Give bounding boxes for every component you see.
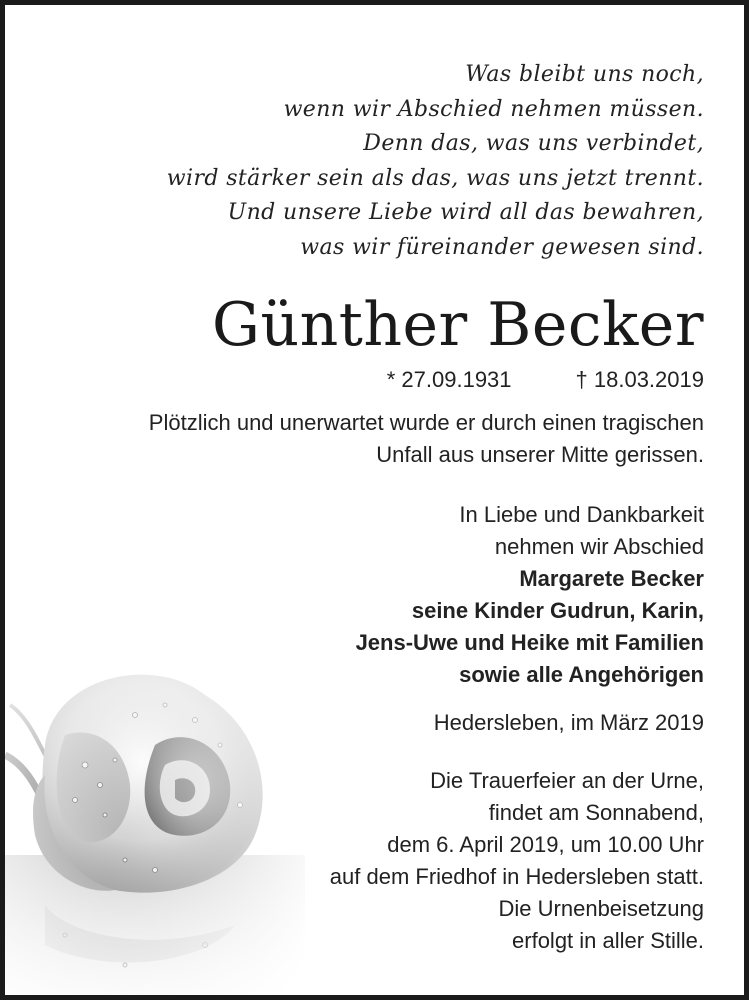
white-rose-image [5,635,305,995]
death-date: † 18.03.2019 [575,367,704,392]
mourner-line: Jens-Uwe und Heike mit Familien [355,630,704,655]
intro-line: Unfall aus unserer Mitte gerissen. [376,442,704,467]
farewell-line: nehmen wir Abschied [494,534,704,559]
poem-line: Denn das, was uns verbindet, [363,131,704,156]
poem-line: wird stärker sein als das, was uns jetzt trennt. [166,165,704,191]
service-line: erfolgt in aller Stille. [512,928,704,953]
intro-line: Plötzlich und unerwartet wurde er durch einen tragischen [148,410,704,435]
service-line: findet am Sonnabend, [488,800,704,825]
poem [167,58,704,265]
place-date: Hedersleben, im März 2019 [433,710,704,735]
intro-text [149,407,704,471]
service-line: auf dem Friedhof in Hedersleben statt. [329,864,704,889]
poem-line: Was bleibt uns noch, [465,62,704,87]
birth-date: * 27.09.1931 [386,367,512,392]
mourner-line: seine Kinder Gudrun, Karin, [411,598,704,623]
farewell-line: In Liebe und Dankbarkeit [459,502,704,527]
mourner-line: Margarete Becker [519,566,704,591]
service-info [330,765,704,957]
farewell-text [459,499,704,563]
poem-line: wenn wir Abschied nehmen müssen. [283,96,704,122]
mourner-line: sowie alle Angehörigen [459,662,704,687]
poem-line: Und unsere Liebe wird all das bewahren, [227,200,704,225]
deceased-name: Günther Becker [212,290,704,360]
life-dates [387,365,704,395]
service-line: Die Trauerfeier an der Urne, [430,768,704,793]
service-line: Die Urnenbeisetzung [498,896,704,921]
poem-line: was wir füreinander gewesen sind. [300,234,704,260]
service-line: dem 6. April 2019, um 10.00 Uhr [387,832,704,857]
mourners-list [356,563,704,691]
